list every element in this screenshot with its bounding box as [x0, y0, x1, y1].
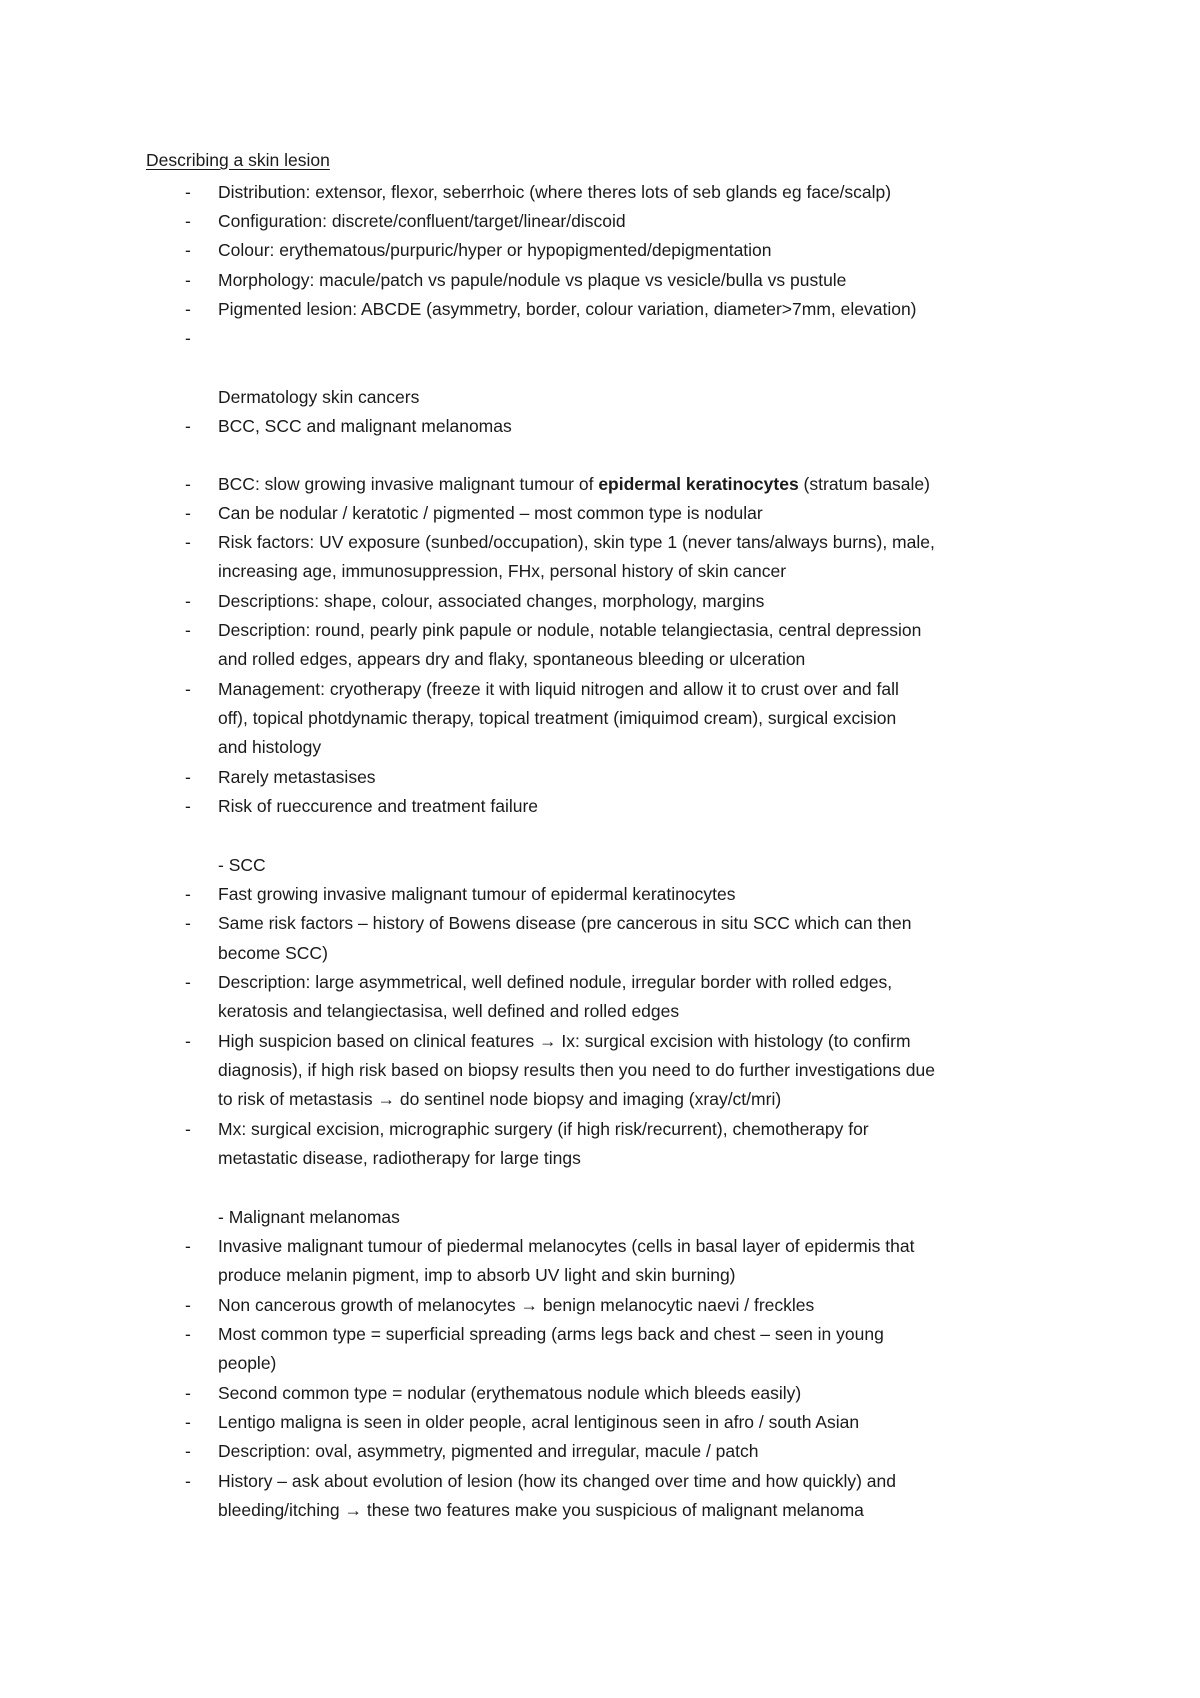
bold-term: epidermal keratinocytes [598, 474, 799, 494]
bullet-dash: - [185, 182, 191, 202]
list-item-text: to risk of metastasis → do sentinel node biopsy and imaging (xray/ct/mri) [218, 1089, 782, 1109]
list-item-text: Colour: erythematous/purpuric/hyper or hypopigmented/depigmentation [218, 240, 772, 260]
bullet-dash: - [185, 474, 191, 494]
list-item-text: Descriptions: shape, colour, associated changes, morphology, margins [218, 591, 765, 611]
bullet-dash: - [185, 767, 191, 787]
bullet-dash: - [185, 884, 191, 904]
bullet-dash: - [185, 972, 191, 992]
bullet-dash: - [185, 679, 191, 699]
list-item-text: Same risk factors – history of Bowens disease (pre cancerous in situ SCC which can then [218, 913, 912, 933]
document-title: Describing a skin lesion [146, 150, 330, 170]
bullet-dash: - [185, 796, 191, 816]
list-item-text: Description: round, pearly pink papule or nodule, notable telangiectasia, central depression [218, 620, 922, 640]
bullet-dash: - [185, 1031, 191, 1051]
bullet-dash: - [185, 211, 191, 231]
list-item-text: metastatic disease, radiotherapy for large tings [218, 1148, 581, 1168]
section-heading: Dermatology skin cancers [218, 387, 420, 407]
bullet-dash: - [185, 1383, 191, 1403]
list-item-text: Rarely metastasises [218, 767, 376, 787]
list-item-text: Configuration: discrete/confluent/target/linear/discoid [218, 211, 626, 231]
list-item-text: off), topical photdynamic therapy, topical treatment (imiquimod cream), surgical excision [218, 708, 897, 728]
list-item-text: produce melanin pigment, imp to absorb UV light and skin burning) [218, 1265, 736, 1285]
bullet-dash: - [185, 240, 191, 260]
list-item-text: High suspicion based on clinical features → Ix: surgical excision with histology (to confirm [218, 1031, 911, 1051]
section-heading: - Malignant melanomas [218, 1207, 400, 1227]
list-item-text: BCC, SCC and malignant melanomas [218, 416, 512, 436]
bullet-dash: - [185, 620, 191, 640]
bullet-dash: - [185, 1471, 191, 1491]
list-item-text: people) [218, 1353, 277, 1373]
list-item-text: Morphology: macule/patch vs papule/nodule vs plaque vs vesicle/bulla vs pustule [218, 270, 847, 290]
list-item-text: Can be nodular / keratotic / pigmented – most common type is nodular [218, 503, 763, 523]
bullet-dash: - [185, 299, 191, 319]
list-item-text: Mx: surgical excision, micrographic surgery (if high risk/recurrent), chemotherapy for [218, 1119, 869, 1139]
list-item-text: Second common type = nodular (erythematous nodule which bleeds easily) [218, 1383, 802, 1403]
list-item-text: and rolled edges, appears dry and flaky, spontaneous bleeding or ulceration [218, 649, 806, 669]
list-item-text: Lentigo maligna is seen in older people, acral lentiginous seen in afro / south Asian [218, 1412, 860, 1432]
list-item-text: bleeding/itching → these two features make you suspicious of malignant melanoma [218, 1500, 864, 1520]
bullet-dash: - [185, 416, 191, 436]
section-heading: - SCC [218, 855, 266, 875]
list-item-text: become SCC) [218, 943, 328, 963]
list-item-text: Risk of rueccurence and treatment failure [218, 796, 539, 816]
bullet-dash: - [185, 328, 191, 348]
list-item-text: Description: oval, asymmetry, pigmented and irregular, macule / patch [218, 1441, 759, 1461]
list-item-text: Management: cryotherapy (freeze it with liquid nitrogen and allow it to crust over and fall [218, 679, 899, 699]
list-item-text: History – ask about evolution of lesion (how its changed over time and how quickly) and [218, 1471, 897, 1491]
bullet-dash: - [185, 1324, 191, 1344]
list-item-text: keratosis and telangiectasisa, well defined and rolled edges [218, 1001, 680, 1021]
list-item-text: Description: large asymmetrical, well defined nodule, irregular border with rolled edges, [218, 972, 893, 992]
list-item-text: Risk factors: UV exposure (sunbed/occupation), skin type 1 (never tans/always burns), male, [218, 532, 935, 552]
bullet-dash: - [185, 591, 191, 611]
list-item-text: and histology [218, 737, 322, 757]
list-item-text: Distribution: extensor, flexor, seberrhoic (where theres lots of seb glands eg face/scalp) [218, 182, 892, 202]
list-item-text: Fast growing invasive malignant tumour of epidermal keratinocytes [218, 884, 736, 904]
bullet-dash: - [185, 1412, 191, 1432]
list-item-text: diagnosis), if high risk based on biopsy results then you need to do further investigations due [218, 1060, 935, 1080]
bullet-dash: - [185, 1236, 191, 1256]
list-item-text: Most common type = superficial spreading (arms legs back and chest – seen in young [218, 1324, 884, 1344]
bullet-dash: - [185, 1119, 191, 1139]
list-item-text: increasing age, immunosuppression, FHx, personal history of skin cancer [218, 561, 787, 581]
list-item-text: Pigmented lesion: ABCDE (asymmetry, border, colour variation, diameter>7mm, elevation) [218, 299, 917, 319]
bullet-dash: - [185, 913, 191, 933]
bullet-dash: - [185, 503, 191, 523]
list-item-text: Invasive malignant tumour of piedermal melanocytes (cells in basal layer of epidermis that [218, 1236, 915, 1256]
list-item-text: Non cancerous growth of melanocytes → benign melanocytic naevi / freckles [218, 1295, 815, 1315]
list-item-text: BCC: slow growing invasive malignant tumour of epidermal keratinocytes (stratum basale) [218, 474, 930, 494]
bullet-dash: - [185, 1295, 191, 1315]
bullet-dash: - [185, 270, 191, 290]
bullet-dash: - [185, 1441, 191, 1461]
bullet-dash: - [185, 532, 191, 552]
